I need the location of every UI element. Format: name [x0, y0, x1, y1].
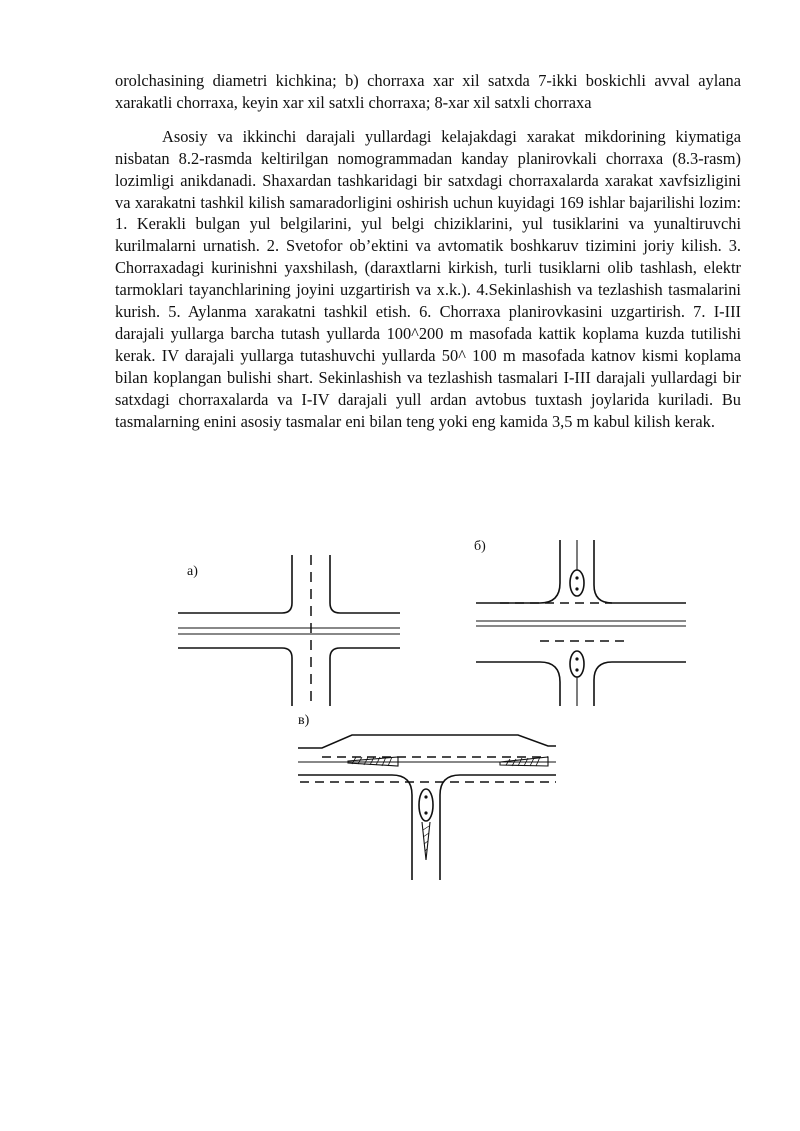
- island-b-top-dot1: [575, 576, 578, 579]
- curb-b-bottom-right: [594, 662, 686, 706]
- edge-v-top: [298, 735, 556, 748]
- curb-bottom-right: [330, 648, 400, 706]
- island-b-top-dot2: [575, 587, 578, 590]
- curb-v-left: [298, 775, 412, 880]
- curb-b-bottom-left: [476, 662, 560, 706]
- island-b-top: [570, 570, 584, 596]
- curb-b-top-left: [476, 540, 560, 603]
- island-b-bottom-dot1: [575, 657, 578, 660]
- diagram-a: [178, 555, 400, 706]
- island-b-bottom: [570, 651, 584, 677]
- body-text: [115, 70, 741, 433]
- intersection-figure: [0, 525, 800, 905]
- island-v-dot2: [424, 811, 427, 814]
- paragraph-continuation: orolchasining diametri kichkina; b) chorraxa xar xil satxda 7-ikki boskichli avval aylana xarakatli chorraxa, keyin xar xil satxli chorraxa; 8-xar xil satxli chorraxa: [115, 71, 741, 112]
- diagram-v: [298, 713, 556, 880]
- curb-v-right: [440, 775, 556, 880]
- island-b-bottom-dot2: [575, 668, 578, 671]
- curb-b-top-right: [594, 540, 686, 603]
- label-b: б): [474, 539, 486, 554]
- label-v: в): [298, 713, 310, 728]
- label-a: a): [187, 564, 198, 579]
- paragraph-main: Asosiy va ikkinchi darajali yullardagi kelajakdagi xarakat mikdorining kiymatiga nisbatan 8.2-rasmda keltirilgan nomogrammadan kanday planirovkali chorraxa (8.3-rasm) lozimligi anikdanadi. Shaxardan tashkaridagi bir satxdagi chorraxalarda xarakat xavfsizligini va xarakatni tashkil kilish samaradorligini oshirish uchun kuyidagi 169 ishlar bajarilishi lozim: 1. Kerakli bulgan yul belgilarini, yul belgi chiziklarini, yul tusiklarini va yunaltiruvchi kurilmalarni urnatish. 2. Svetofor ob’ektini va avtomatik boshkaruv tizimini joriy kilish. 3. Chorraxadagi kurinishni yaxshilash, (daraxtlarni kirkish, turli tusiklarni olib tashlash, elektr tarmoklari tayanchlarining joyini uzgartirish va x.k.). 4.Sekinlashish va tezlashish tasmalarini kurish. 5. Aylanma xarakatni tashkil etish. 6. Chorraxa planirovkasini uzgartirish. 7. I-III darajali yullarga barcha tutash yullarda 100^200 m masofada kattik koplama kuzda tutilishi kerak. IV darajali yullarga tutashuvchi yullarda 50^ 100 m masofada katnov kismi koplama bilan koplangan bulishi shart. Sekinlashish va tezlashish tasmalari I-III darajali yullardagi bir satxdagi chorraxalarda va I-IV darajali yull ardan avtobus tuxtash joylarida kuriladi. Bu tasmalarning enini asosiy tasmalar eni bilan teng yoki eng kamida 3,5 m kabul kilish kerak.: [115, 126, 741, 431]
- curb-top-right: [330, 555, 400, 613]
- island-v-dot1: [424, 795, 427, 798]
- diagram-b: [474, 539, 686, 706]
- island-v: [419, 789, 433, 821]
- curb-bottom-left: [178, 648, 292, 706]
